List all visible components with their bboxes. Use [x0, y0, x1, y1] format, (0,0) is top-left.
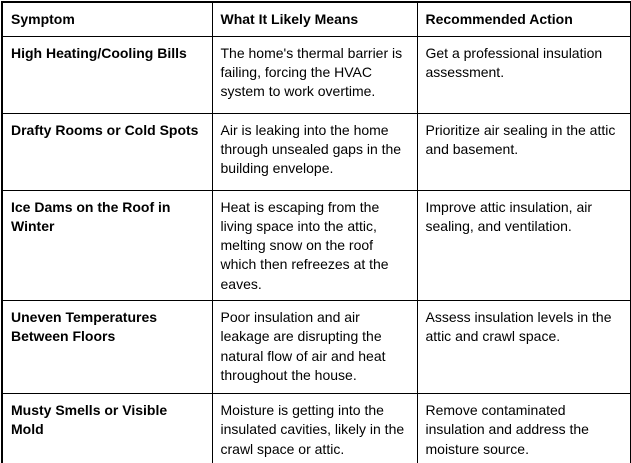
meaning-cell: The home's thermal barrier is failing, forcing the HVAC system to work overtime. — [212, 36, 417, 113]
action-cell: Get a professional insulation assessment. — [417, 36, 631, 113]
symptom-cell: Drafty Rooms or Cold Spots — [2, 113, 212, 190]
table-row — [2, 301, 631, 394]
document-page — [0, 1, 631, 463]
header-cell-meaning: What It Likely Means — [212, 2, 417, 36]
table-row — [2, 190, 631, 301]
table-row — [2, 394, 631, 463]
table-row — [2, 36, 631, 113]
header-cell-action: Recommended Action — [417, 2, 631, 36]
meaning-cell: Air is leaking into the home through unsealed gaps in the building envelope. — [212, 113, 417, 190]
symptom-cell: Ice Dams on the Roof in Winter — [2, 190, 212, 301]
table-row — [2, 113, 631, 190]
action-cell: Improve attic insulation, air sealing, and ventilation. — [417, 190, 631, 301]
meaning-cell: Moisture is getting into the insulated cavities, likely in the crawl space or attic. — [212, 394, 417, 463]
meaning-cell: Poor insulation and air leakage are disrupting the natural flow of air and heat throughout the house. — [212, 301, 417, 394]
symptom-cell: Musty Smells or Visible Mold — [2, 394, 212, 463]
meaning-cell: Heat is escaping from the living space into the attic, melting snow on the roof which then refreezes at the eaves. — [212, 190, 417, 301]
symptom-cell: Uneven Temperatures Between Floors — [2, 301, 212, 394]
action-cell: Remove contaminated insulation and address the moisture source. — [417, 394, 631, 463]
table-header-row — [2, 2, 631, 36]
insulation-symptoms-table — [1, 1, 631, 463]
action-cell: Assess insulation levels in the attic and crawl space. — [417, 301, 631, 394]
header-cell-symptom: Symptom — [2, 2, 212, 36]
action-cell: Prioritize air sealing in the attic and basement. — [417, 113, 631, 190]
symptom-cell: High Heating/Cooling Bills — [2, 36, 212, 113]
